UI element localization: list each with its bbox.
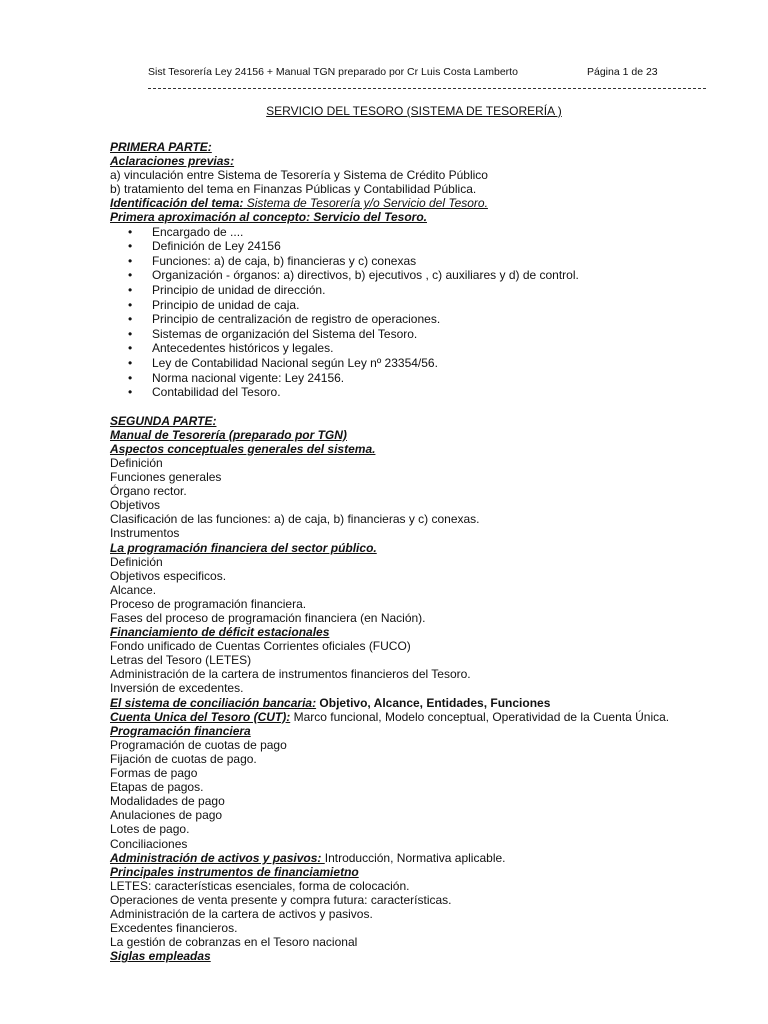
aspectos-list: [110, 456, 750, 541]
progfin-list: [110, 738, 750, 851]
document-title: SERVICIO DEL TESORO (SISTEMA DE TESORERÍA ): [266, 104, 562, 118]
list-item: Anulaciones de pago: [110, 808, 223, 823]
instrumentos-list: [110, 879, 750, 949]
bullet-text: Contabilidad del Tesoro.: [152, 385, 281, 400]
section-heading-segunda: SEGUNDA PARTE:: [110, 413, 217, 428]
list-item: Instrumentos: [110, 526, 180, 541]
list-item: Excedentes financieros.: [110, 921, 238, 936]
manual-heading: Manual de Tesorería (preparado por TGN): [110, 427, 347, 442]
bullet-text: Definición de Ley 24156: [152, 239, 281, 254]
financiamiento-heading: Financiamiento de déficit estacionales: [110, 625, 330, 640]
list-item: Fijación de cuotas de pago.: [110, 751, 257, 766]
header-document-title: Sist Tesorería Ley 24156 + Manual TGN preparado por Cr Luis Costa Lamberto: [148, 66, 518, 78]
bullet-item: [110, 385, 750, 400]
aclaraciones-heading: Aclaraciones previas:: [110, 154, 235, 169]
bullet-icon: •: [128, 282, 133, 297]
list-item: Objetivos especificos.: [110, 568, 227, 583]
list-item: LETES: características esenciales, forma de colocación.: [110, 878, 410, 893]
bullet-text: Sistemas de organización del Sistema del Tesoro.: [152, 326, 418, 341]
bullet-icon: •: [128, 253, 133, 268]
activos-line: [110, 851, 750, 865]
bullet-text: Funciones: a) de caja, b) financieras y c) conexas: [152, 253, 417, 268]
bullet-icon: •: [128, 224, 133, 239]
bullet-item: [110, 371, 750, 386]
bullet-item: [110, 341, 750, 356]
bullet-item: [110, 356, 750, 371]
identificacion-text: Sistema de Tesorería y/o Servicio del Tesoro.: [243, 196, 488, 211]
bullet-item: [110, 283, 750, 298]
concept-bullet-list: [110, 225, 750, 400]
list-item: Proceso de programación financiera.: [110, 596, 307, 611]
bullet-icon: •: [128, 341, 133, 356]
bullet-icon: •: [128, 355, 133, 370]
list-item: Definición: [110, 455, 163, 470]
bullet-text: Ley de Contabilidad Nacional según Ley nº 23354/56.: [152, 355, 438, 370]
conciliacion-line: [110, 696, 750, 710]
bullet-item: [110, 327, 750, 342]
bullet-item: [110, 225, 750, 240]
cut-label: Cuenta Unica del Tesoro (CUT):: [110, 709, 291, 724]
list-item: Objetivos: [110, 498, 161, 513]
list-item: Órgano rector.: [110, 484, 187, 499]
list-item: Administración de la cartera de activos y pasivos.: [110, 906, 373, 921]
list-item: Lotes de pago.: [110, 822, 190, 837]
programacion-list: [110, 555, 750, 625]
list-item: b) tratamiento del tema en Finanzas Públicas y Contabilidad Pública.: [110, 182, 477, 197]
conciliacion-label: El sistema de conciliación bancaria:: [110, 695, 317, 710]
list-item: Clasificación de las funciones: a) de caja, b) financieras y c) conexas.: [110, 512, 480, 527]
list-item: Fases del proceso de programación financiera (en Nación).: [110, 611, 426, 625]
cut-text: Marco funcional, Modelo conceptual, Operatividad de la Cuenta Única.: [290, 709, 670, 724]
bullet-item: [110, 298, 750, 313]
identificacion-label: Identificación del tema:: [110, 196, 244, 211]
bullet-item: [110, 254, 750, 269]
list-item: Conciliaciones: [110, 836, 188, 851]
list-item: Operaciones de venta presente y compra futura: características.: [110, 892, 452, 907]
bullet-icon: •: [128, 239, 133, 254]
bullet-icon: •: [128, 385, 133, 400]
list-item: Modalidades de pago: [110, 794, 225, 809]
siglas-heading: Siglas empleadas: [110, 949, 211, 964]
bullet-item: [110, 312, 750, 327]
aspectos-heading: Aspectos conceptuales generales del sistema.: [110, 441, 376, 456]
bullet-text: Principio de unidad de caja.: [152, 297, 300, 312]
list-item: Definición: [110, 554, 163, 569]
financiamiento-list: [110, 639, 750, 695]
aclaraciones-list: [110, 168, 750, 196]
header-divider: [148, 88, 706, 89]
instrumentos-heading: Principales instrumentos de financiamietno: [110, 864, 359, 879]
document-body: [110, 140, 750, 963]
bullet-text: Principio de unidad de dirección.: [152, 282, 326, 297]
bullet-text: Antecedentes históricos y legales.: [152, 341, 334, 356]
aproximacion-heading: Primera aproximación al concepto: Servicio del Tesoro.: [110, 210, 427, 225]
bullet-icon: •: [128, 268, 133, 283]
list-item: Administración de la cartera de instrumentos financieros del Tesoro.: [110, 667, 471, 682]
bullet-icon: •: [128, 297, 133, 312]
list-item: Etapas de pagos.: [110, 780, 204, 795]
activos-text: Introducción, Normativa aplicable.: [324, 850, 506, 865]
identificacion-line: [110, 196, 750, 210]
list-item: Fondo unificado de Cuentas Corrientes oficiales (FUCO): [110, 639, 411, 654]
bullet-icon: •: [128, 312, 133, 327]
list-item: Funciones generales: [110, 470, 222, 485]
bullet-icon: •: [128, 370, 133, 385]
progfin-heading: Programación financiera: [110, 723, 251, 738]
bullet-text: Principio de centralización de registro de operaciones.: [152, 312, 441, 327]
conciliacion-text: Objetivo, Alcance, Entidades, Funciones: [316, 695, 551, 710]
list-item: Programación de cuotas de pago: [110, 737, 287, 752]
cut-line: [110, 710, 750, 724]
list-item: a) vinculación entre Sistema de Tesorería y Sistema de Crédito Público: [110, 168, 488, 183]
list-item: Alcance.: [110, 582, 157, 597]
list-item: La gestión de cobranzas en el Tesoro nacional: [110, 935, 358, 950]
bullet-text: Encargado de ....: [152, 224, 244, 239]
list-item: Inversión de excedentes.: [110, 681, 244, 696]
bullet-icon: •: [128, 326, 133, 341]
programacion-heading: La programación financiera del sector público.: [110, 540, 377, 555]
bullet-item: [110, 239, 750, 254]
bullet-item: [110, 268, 750, 283]
bullet-text: Organización - órganos: a) directivos, b) ejecutivos , c) auxiliares y d) de control.: [152, 268, 579, 283]
bullet-text: Norma nacional vigente: Ley 24156.: [152, 370, 345, 385]
activos-label: Administración de activos y pasivos:: [110, 850, 325, 865]
section-heading-primera: PRIMERA PARTE:: [110, 140, 212, 154]
list-item: Letras del Tesoro (LETES): [110, 653, 252, 668]
header-page-number: Página 1 de 23: [587, 66, 658, 78]
list-item: Formas de pago: [110, 766, 198, 781]
